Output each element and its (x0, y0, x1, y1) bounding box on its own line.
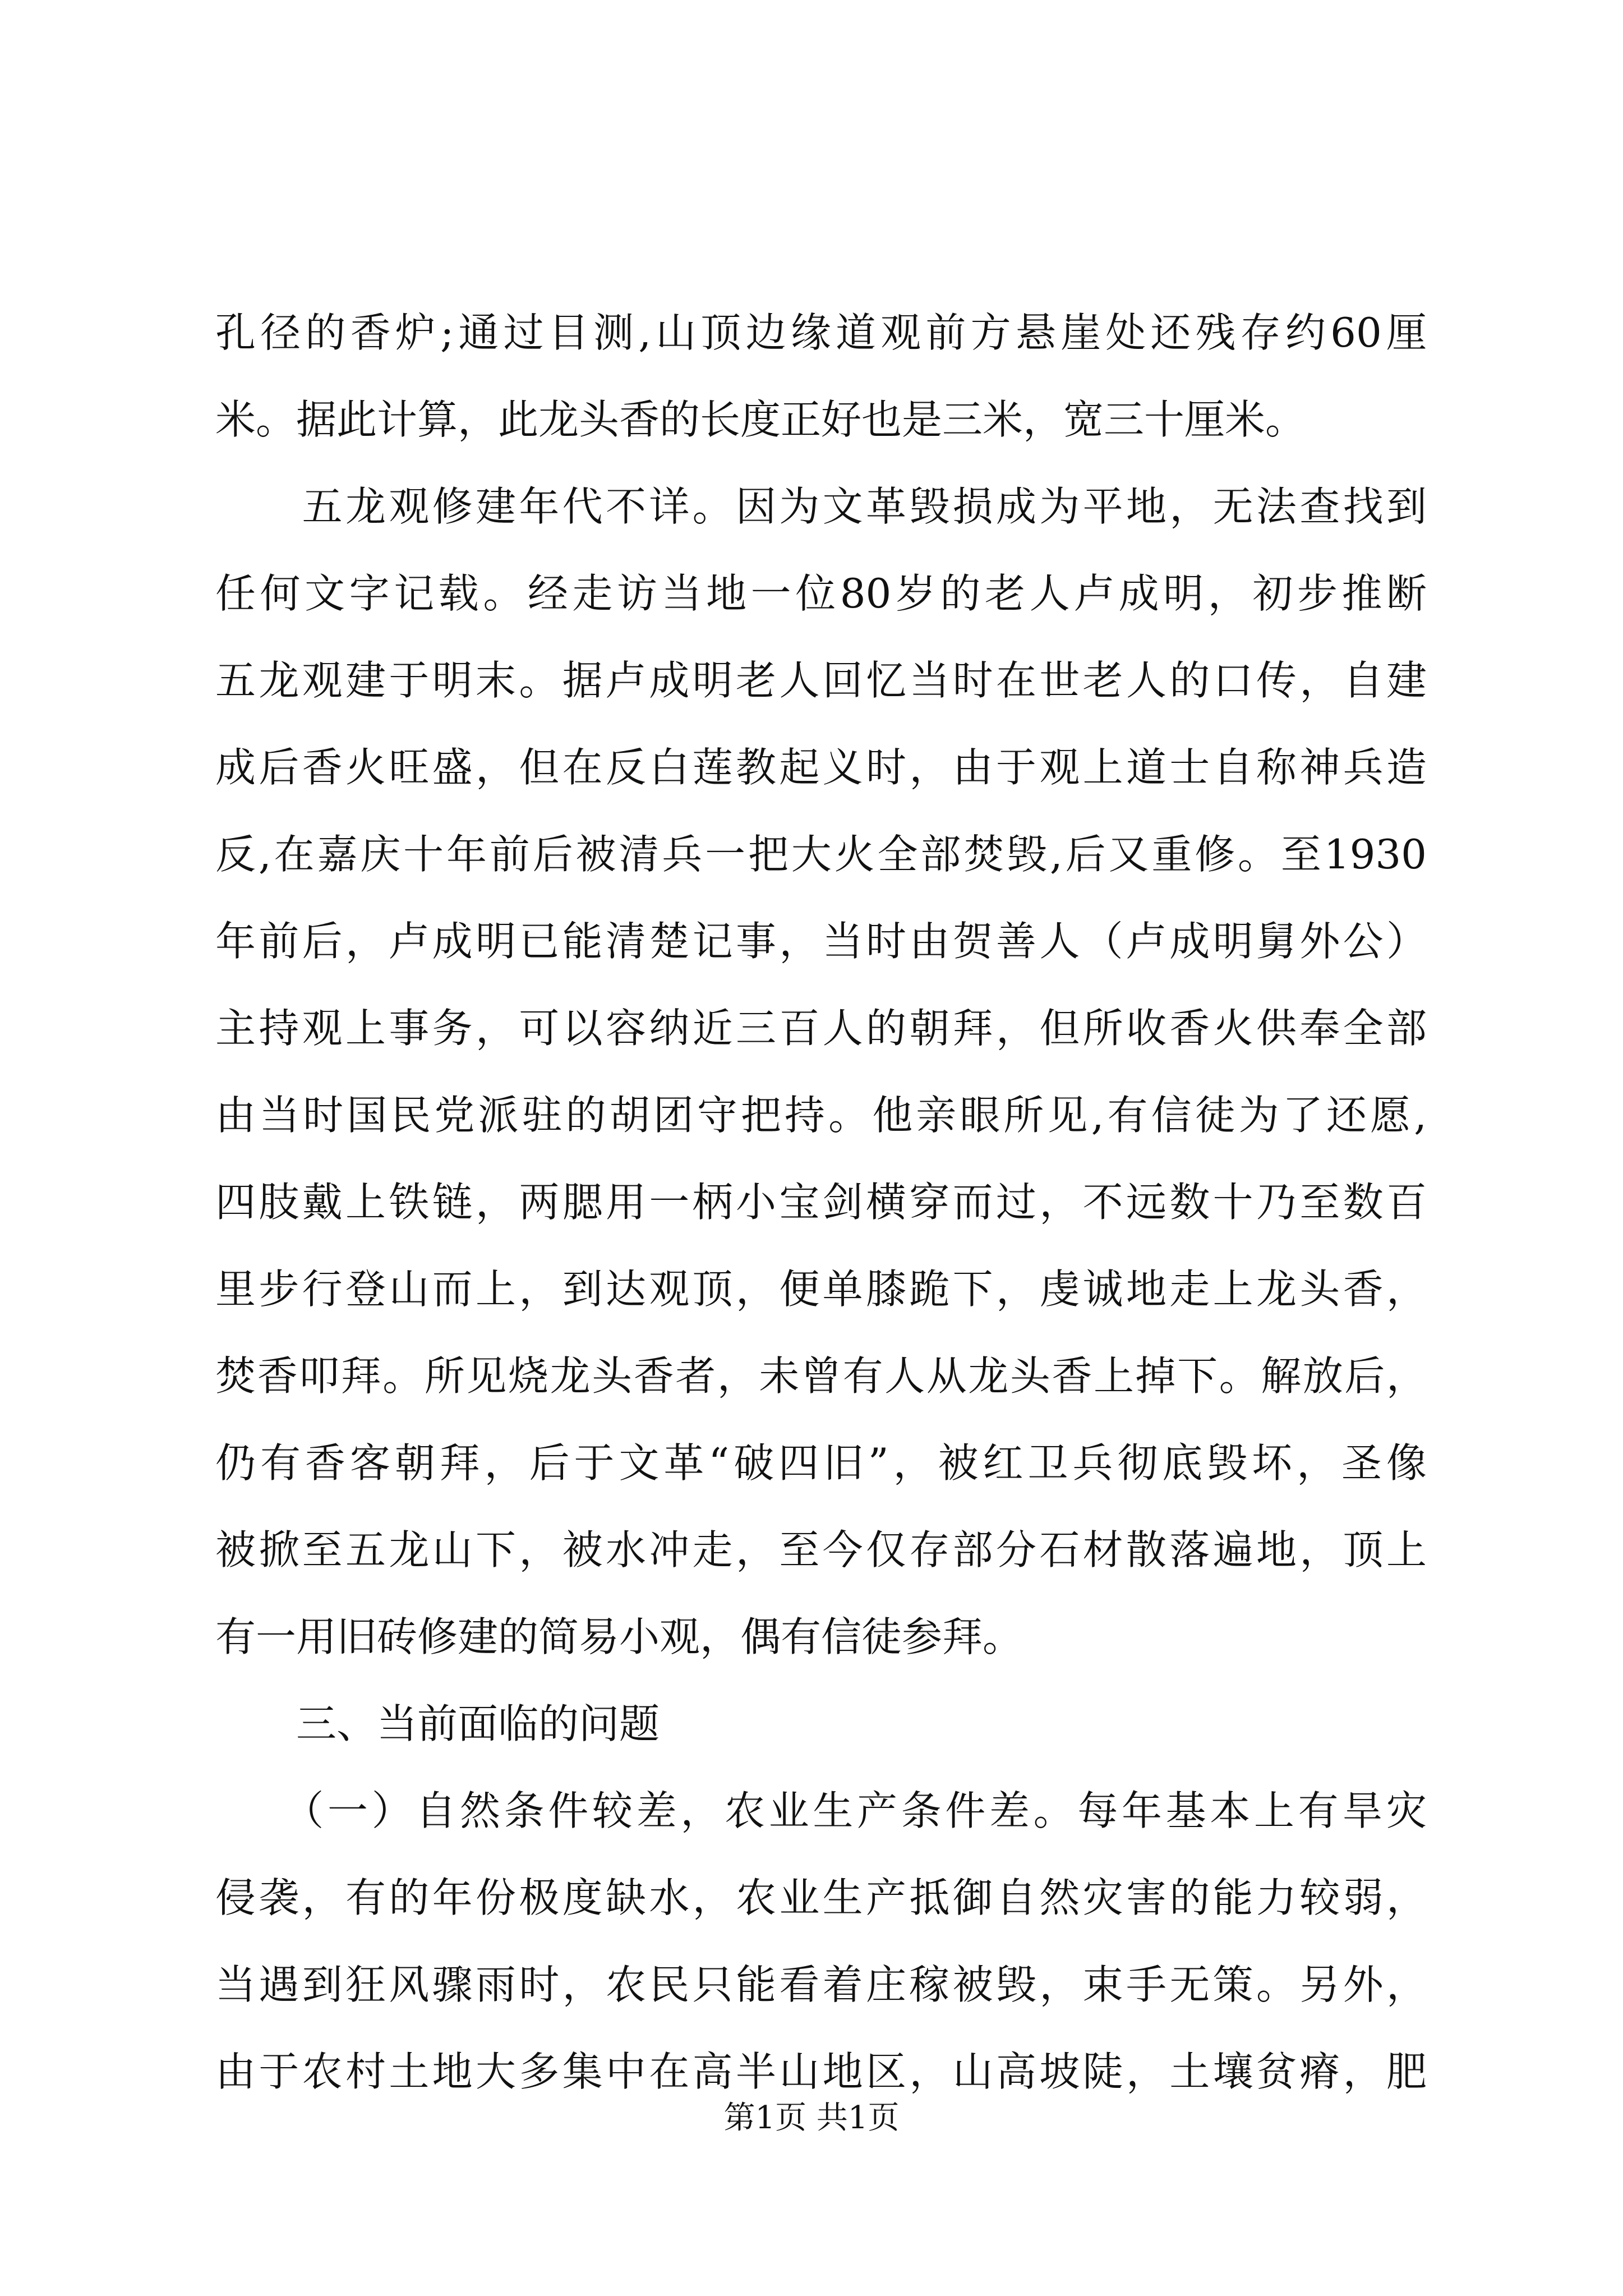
text-line: 米。据此计算，此龙头香的长度正好也是三米，宽三十厘米。 (215, 396, 1306, 443)
text-line: 主持观上事务，可以容纳近三百人的朝拜，但所收香火供奉全部 (215, 1005, 1427, 1052)
text-line: 反,在嘉庆十年前后被清兵一把大火全部焚毁,后又重修。至1930 (215, 831, 1427, 878)
text-line: 年前后，卢成明已能清楚记事，当时由贺善人（卢成明舅外公） (215, 918, 1427, 965)
text-line: 由于农村土地大多集中在高半山地区，山高坡陡，土壤贫瘠，肥 (215, 2048, 1427, 2095)
text-line: 侵袭，有的年份极度缺水，农业生产抵御自然灾害的能力较弱， (215, 1874, 1427, 1921)
page-footer: 第1页 共1页 (723, 2100, 900, 2136)
text-line: 焚香叩拜。所见烧龙头香者，未曾有人从龙头香上掉下。解放后， (215, 1352, 1427, 1400)
text-line: 当遇到狂风骤雨时，农民只能看着庄稼被毁，束手无策。另外， (215, 1961, 1427, 2008)
text-line: 被掀至五龙山下，被水冲走，至今仅存部分石材散落遍地，顶上 (215, 1526, 1427, 1573)
body-text (215, 289, 1427, 2115)
text-line: 由当时国民党派驻的胡团守把持。他亲眼所见,有信徒为了还愿, (215, 1092, 1427, 1139)
text-line: （一）自然条件较差，农业生产条件差。每年基本上有旱灾 (215, 1787, 1427, 1834)
text-line: 五龙观修建年代不详。因为文革毁损成为平地，无法查找到 (215, 483, 1427, 530)
text-line: 成后香火旺盛，但在反白莲教起义时，由于观上道士自称神兵造 (215, 744, 1427, 791)
text-line: 孔径的香炉;通过目测,山顶边缘道观前方悬崖处还残存约60厘 (215, 309, 1427, 356)
section-heading: 三、当前面临的问题 (215, 1700, 660, 1747)
text-line: 里步行登山而上，到达观顶，便单膝跪下，虔诚地走上龙头香， (215, 1266, 1427, 1313)
text-line: 任何文字记载。经走访当地一位80岁的老人卢成明，初步推断 (215, 570, 1427, 617)
text-line: 四肢戴上铁链，两腮用一柄小宝剑横穿而过，不远数十乃至数百 (215, 1179, 1427, 1226)
text-line: 仍有香客朝拜，后于文革“破四旧”，被红卫兵彻底毁坏，圣像 (215, 1439, 1427, 1487)
text-line: 有一用旧砖修建的简易小观，偶有信徒参拜。 (215, 1613, 1023, 1660)
text-line: 五龙观建于明末。据卢成明老人回忆当时在世老人的口传，自建 (215, 657, 1427, 704)
